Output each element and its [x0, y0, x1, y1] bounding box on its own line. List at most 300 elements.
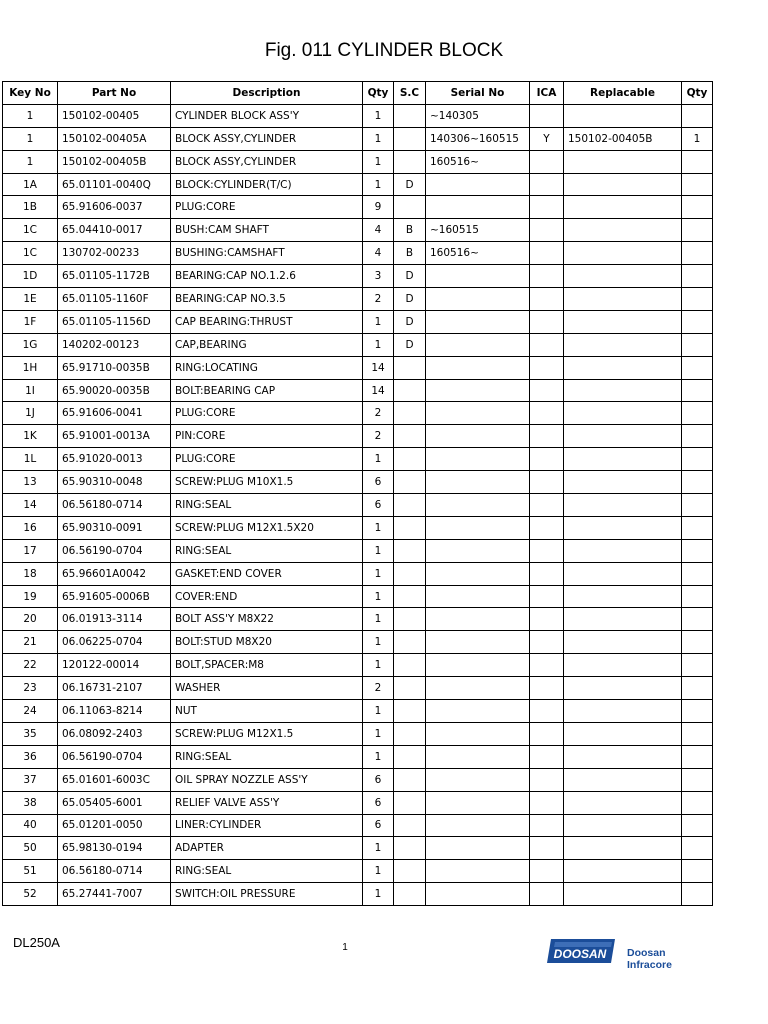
- cell-qty: 2: [363, 288, 394, 311]
- cell-qty2: [682, 265, 713, 288]
- table-row: [3, 356, 713, 379]
- cell-part-no: 65.90310-0091: [58, 516, 171, 539]
- cell-key-no: 14: [3, 494, 58, 517]
- table-row: [3, 677, 713, 700]
- cell-part-no: 140202-00123: [58, 333, 171, 356]
- cell-serial-no: [426, 402, 530, 425]
- cell-replacable: [564, 310, 682, 333]
- cell-ica: [530, 631, 564, 654]
- cell-qty: 1: [363, 745, 394, 768]
- cell-qty2: [682, 654, 713, 677]
- cell-qty: 1: [363, 310, 394, 333]
- cell-serial-no: [426, 539, 530, 562]
- cell-ica: [530, 219, 564, 242]
- cell-qty2: [682, 310, 713, 333]
- cell-part-no: 65.91710-0035B: [58, 356, 171, 379]
- cell-serial-no: [426, 677, 530, 700]
- cell-sc: [394, 562, 426, 585]
- cell-sc: [394, 837, 426, 860]
- cell-sc: [394, 494, 426, 517]
- cell-replacable: [564, 471, 682, 494]
- logo-text: DOOSAN: [553, 947, 607, 961]
- cell-replacable: [564, 425, 682, 448]
- cell-key-no: 1C: [3, 219, 58, 242]
- cell-serial-no: [426, 288, 530, 311]
- cell-qty2: [682, 242, 713, 265]
- cell-key-no: 35: [3, 722, 58, 745]
- cell-description: RING:SEAL: [171, 539, 363, 562]
- cell-key-no: 1: [3, 150, 58, 173]
- cell-ica: [530, 677, 564, 700]
- cell-replacable: [564, 791, 682, 814]
- cell-description: PLUG:CORE: [171, 448, 363, 471]
- cell-replacable: [564, 768, 682, 791]
- company-name: Doosan Infracore: [627, 947, 672, 971]
- cell-serial-no: [426, 837, 530, 860]
- model-label: DL250A: [13, 935, 60, 950]
- table-row: [3, 494, 713, 517]
- cell-part-no: 150102-00405B: [58, 150, 171, 173]
- table-row: [3, 127, 713, 150]
- cell-replacable: [564, 150, 682, 173]
- cell-ica: Y: [530, 127, 564, 150]
- cell-ica: [530, 837, 564, 860]
- cell-qty: 1: [363, 173, 394, 196]
- cell-description: BLOCK ASSY,CYLINDER: [171, 127, 363, 150]
- cell-key-no: 1: [3, 104, 58, 127]
- cell-qty: 6: [363, 814, 394, 837]
- cell-description: COVER:END: [171, 585, 363, 608]
- cell-replacable: [564, 562, 682, 585]
- cell-description: RING:SEAL: [171, 494, 363, 517]
- table-row: [3, 516, 713, 539]
- cell-key-no: 1F: [3, 310, 58, 333]
- cell-replacable: [564, 219, 682, 242]
- table-row: [3, 265, 713, 288]
- cell-description: ADAPTER: [171, 837, 363, 860]
- cell-serial-no: [426, 425, 530, 448]
- cell-replacable: [564, 288, 682, 311]
- cell-qty: 6: [363, 494, 394, 517]
- cell-description: BOLT,SPACER:M8: [171, 654, 363, 677]
- table-row: [3, 425, 713, 448]
- cell-qty2: 1: [682, 127, 713, 150]
- cell-sc: [394, 471, 426, 494]
- cell-sc: [394, 631, 426, 654]
- table-header: [3, 82, 713, 105]
- cell-key-no: 24: [3, 700, 58, 723]
- cell-description: SCREW:PLUG M10X1.5: [171, 471, 363, 494]
- cell-qty2: [682, 585, 713, 608]
- cell-qty: 1: [363, 654, 394, 677]
- cell-part-no: 130702-00233: [58, 242, 171, 265]
- cell-qty: 6: [363, 791, 394, 814]
- cell-key-no: 1D: [3, 265, 58, 288]
- cell-sc: D: [394, 265, 426, 288]
- cell-qty2: [682, 677, 713, 700]
- cell-qty: 9: [363, 196, 394, 219]
- cell-part-no: 65.01201-0050: [58, 814, 171, 837]
- cell-ica: [530, 494, 564, 517]
- cell-serial-no: 140306~160515: [426, 127, 530, 150]
- cell-ica: [530, 585, 564, 608]
- cell-sc: [394, 425, 426, 448]
- cell-qty2: [682, 814, 713, 837]
- cell-description: PIN:CORE: [171, 425, 363, 448]
- cell-ica: [530, 425, 564, 448]
- cell-serial-no: [426, 791, 530, 814]
- cell-part-no: 65.05405-6001: [58, 791, 171, 814]
- cell-ica: [530, 700, 564, 723]
- cell-qty: 1: [363, 860, 394, 883]
- cell-replacable: [564, 516, 682, 539]
- cell-ica: [530, 242, 564, 265]
- cell-key-no: 23: [3, 677, 58, 700]
- cell-key-no: 52: [3, 883, 58, 906]
- cell-replacable: [564, 860, 682, 883]
- header-qty: Qty: [363, 82, 394, 105]
- cell-qty2: [682, 425, 713, 448]
- cell-part-no: 65.27441-7007: [58, 883, 171, 906]
- cell-qty2: [682, 494, 713, 517]
- header-description: Description: [171, 82, 363, 105]
- header-replacable: Replacable: [564, 82, 682, 105]
- cell-replacable: [564, 539, 682, 562]
- table-row: [3, 860, 713, 883]
- cell-ica: [530, 860, 564, 883]
- cell-key-no: 20: [3, 608, 58, 631]
- table-row: [3, 585, 713, 608]
- cell-part-no: 65.91001-0013A: [58, 425, 171, 448]
- cell-sc: [394, 700, 426, 723]
- cell-qty2: [682, 173, 713, 196]
- cell-ica: [530, 768, 564, 791]
- cell-key-no: 1I: [3, 379, 58, 402]
- cell-qty: 3: [363, 265, 394, 288]
- cell-qty2: [682, 791, 713, 814]
- cell-sc: [394, 768, 426, 791]
- cell-serial-no: [426, 585, 530, 608]
- cell-qty2: [682, 196, 713, 219]
- cell-description: PLUG:CORE: [171, 402, 363, 425]
- cell-serial-no: [426, 333, 530, 356]
- cell-qty2: [682, 356, 713, 379]
- cell-replacable: [564, 448, 682, 471]
- cell-sc: [394, 585, 426, 608]
- cell-sc: [394, 745, 426, 768]
- cell-ica: [530, 883, 564, 906]
- cell-description: BUSHING:CAMSHAFT: [171, 242, 363, 265]
- cell-description: LINER:CYLINDER: [171, 814, 363, 837]
- cell-serial-no: [426, 494, 530, 517]
- cell-description: CAP,BEARING: [171, 333, 363, 356]
- table-row: [3, 837, 713, 860]
- table-row: [3, 173, 713, 196]
- cell-qty: 1: [363, 883, 394, 906]
- cell-ica: [530, 791, 564, 814]
- cell-sc: [394, 448, 426, 471]
- cell-description: BOLT:STUD M8X20: [171, 631, 363, 654]
- cell-serial-no: [426, 654, 530, 677]
- table-row: [3, 333, 713, 356]
- cell-qty2: [682, 402, 713, 425]
- table-row: [3, 768, 713, 791]
- cell-key-no: 37: [3, 768, 58, 791]
- cell-qty: 6: [363, 768, 394, 791]
- cell-part-no: 65.01105-1160F: [58, 288, 171, 311]
- cell-serial-no: [426, 860, 530, 883]
- cell-qty2: [682, 516, 713, 539]
- cell-qty2: [682, 379, 713, 402]
- cell-ica: [530, 516, 564, 539]
- cell-key-no: 19: [3, 585, 58, 608]
- cell-replacable: [564, 608, 682, 631]
- cell-ica: [530, 288, 564, 311]
- cell-key-no: 1G: [3, 333, 58, 356]
- cell-ica: [530, 150, 564, 173]
- cell-sc: D: [394, 333, 426, 356]
- cell-ica: [530, 265, 564, 288]
- cell-sc: D: [394, 288, 426, 311]
- cell-serial-no: [426, 310, 530, 333]
- cell-description: RING:SEAL: [171, 745, 363, 768]
- cell-ica: [530, 448, 564, 471]
- cell-part-no: 06.11063-8214: [58, 700, 171, 723]
- table-row: [3, 700, 713, 723]
- cell-description: SCREW:PLUG M12X1.5X20: [171, 516, 363, 539]
- cell-replacable: [564, 837, 682, 860]
- cell-replacable: [564, 700, 682, 723]
- cell-sc: [394, 722, 426, 745]
- cell-part-no: 65.90020-0035B: [58, 379, 171, 402]
- cell-description: BEARING:CAP NO.3.5: [171, 288, 363, 311]
- cell-part-no: 65.04410-0017: [58, 219, 171, 242]
- cell-qty2: [682, 837, 713, 860]
- cell-description: SWITCH:OIL PRESSURE: [171, 883, 363, 906]
- cell-sc: [394, 104, 426, 127]
- cell-sc: [394, 677, 426, 700]
- cell-key-no: 18: [3, 562, 58, 585]
- cell-serial-no: [426, 448, 530, 471]
- cell-key-no: 13: [3, 471, 58, 494]
- cell-description: PLUG:CORE: [171, 196, 363, 219]
- cell-serial-no: [426, 196, 530, 219]
- cell-qty2: [682, 150, 713, 173]
- cell-replacable: [564, 104, 682, 127]
- cell-sc: [394, 883, 426, 906]
- cell-key-no: 38: [3, 791, 58, 814]
- cell-part-no: 120122-00014: [58, 654, 171, 677]
- cell-serial-no: [426, 379, 530, 402]
- cell-sc: B: [394, 242, 426, 265]
- cell-ica: [530, 356, 564, 379]
- cell-serial-no: 160516~: [426, 150, 530, 173]
- cell-part-no: 06.16731-2107: [58, 677, 171, 700]
- cell-qty: 2: [363, 677, 394, 700]
- header-sc: S.C: [394, 82, 426, 105]
- cell-ica: [530, 104, 564, 127]
- cell-part-no: 65.91020-0013: [58, 448, 171, 471]
- cell-sc: [394, 196, 426, 219]
- cell-qty: 1: [363, 585, 394, 608]
- cell-ica: [530, 722, 564, 745]
- cell-qty: 1: [363, 539, 394, 562]
- cell-replacable: [564, 654, 682, 677]
- header-key-no: Key No: [3, 82, 58, 105]
- cell-serial-no: ~140305: [426, 104, 530, 127]
- cell-qty: 2: [363, 425, 394, 448]
- cell-qty: 1: [363, 333, 394, 356]
- cell-key-no: 1J: [3, 402, 58, 425]
- cell-replacable: [564, 677, 682, 700]
- cell-key-no: 1E: [3, 288, 58, 311]
- cell-serial-no: [426, 173, 530, 196]
- cell-part-no: 65.91606-0041: [58, 402, 171, 425]
- cell-qty2: [682, 883, 713, 906]
- cell-key-no: 36: [3, 745, 58, 768]
- table-row: [3, 539, 713, 562]
- cell-sc: [394, 516, 426, 539]
- cell-qty2: [682, 448, 713, 471]
- cell-qty: 1: [363, 631, 394, 654]
- cell-key-no: 51: [3, 860, 58, 883]
- cell-serial-no: [426, 700, 530, 723]
- cell-ica: [530, 814, 564, 837]
- cell-description: NUT: [171, 700, 363, 723]
- cell-qty2: [682, 700, 713, 723]
- cell-part-no: 06.56190-0704: [58, 745, 171, 768]
- cell-part-no: 65.01105-1172B: [58, 265, 171, 288]
- cell-key-no: 17: [3, 539, 58, 562]
- header-part-no: Part No: [58, 82, 171, 105]
- header-ica: ICA: [530, 82, 564, 105]
- cell-key-no: 1H: [3, 356, 58, 379]
- cell-replacable: [564, 814, 682, 837]
- cell-part-no: 65.91605-0006B: [58, 585, 171, 608]
- cell-replacable: [564, 173, 682, 196]
- cell-qty2: [682, 471, 713, 494]
- header-qty2: Qty: [682, 82, 713, 105]
- cell-description: CYLINDER BLOCK ASS'Y: [171, 104, 363, 127]
- cell-sc: D: [394, 173, 426, 196]
- cell-description: RELIEF VALVE ASS'Y: [171, 791, 363, 814]
- cell-qty2: [682, 608, 713, 631]
- cell-qty: 1: [363, 608, 394, 631]
- cell-replacable: [564, 196, 682, 219]
- table-row: [3, 745, 713, 768]
- table-row: [3, 196, 713, 219]
- table-row: [3, 654, 713, 677]
- table-row: [3, 104, 713, 127]
- cell-sc: B: [394, 219, 426, 242]
- cell-serial-no: 160516~: [426, 242, 530, 265]
- cell-ica: [530, 539, 564, 562]
- cell-sc: D: [394, 310, 426, 333]
- cell-key-no: 1L: [3, 448, 58, 471]
- cell-serial-no: ~160515: [426, 219, 530, 242]
- cell-part-no: 65.01105-1156D: [58, 310, 171, 333]
- cell-sc: [394, 814, 426, 837]
- cell-key-no: 1A: [3, 173, 58, 196]
- cell-qty2: [682, 539, 713, 562]
- cell-qty2: [682, 219, 713, 242]
- cell-replacable: [564, 356, 682, 379]
- cell-qty: 1: [363, 127, 394, 150]
- cell-key-no: 22: [3, 654, 58, 677]
- cell-part-no: 06.06225-0704: [58, 631, 171, 654]
- cell-qty2: [682, 562, 713, 585]
- cell-replacable: [564, 494, 682, 517]
- cell-part-no: 150102-00405A: [58, 127, 171, 150]
- cell-sc: [394, 791, 426, 814]
- cell-qty2: [682, 722, 713, 745]
- cell-ica: [530, 654, 564, 677]
- cell-description: CAP BEARING:THRUST: [171, 310, 363, 333]
- table-row: [3, 722, 713, 745]
- cell-replacable: [564, 242, 682, 265]
- doosan-logo: [545, 935, 705, 969]
- parts-table: [2, 81, 713, 906]
- cell-replacable: [564, 722, 682, 745]
- cell-sc: [394, 860, 426, 883]
- cell-ica: [530, 173, 564, 196]
- cell-key-no: 50: [3, 837, 58, 860]
- cell-serial-no: [426, 883, 530, 906]
- cell-qty: 1: [363, 448, 394, 471]
- cell-replacable: 150102-00405B: [564, 127, 682, 150]
- cell-ica: [530, 379, 564, 402]
- cell-serial-no: [426, 745, 530, 768]
- cell-qty: 1: [363, 700, 394, 723]
- cell-serial-no: [426, 265, 530, 288]
- cell-part-no: 65.91606-0037: [58, 196, 171, 219]
- cell-part-no: 65.90310-0048: [58, 471, 171, 494]
- cell-key-no: 1: [3, 127, 58, 150]
- table-row: [3, 242, 713, 265]
- cell-part-no: 06.01913-3114: [58, 608, 171, 631]
- cell-serial-no: [426, 722, 530, 745]
- cell-qty2: [682, 745, 713, 768]
- table-row: [3, 791, 713, 814]
- cell-sc: [394, 608, 426, 631]
- header-row: [3, 82, 713, 105]
- cell-sc: [394, 356, 426, 379]
- cell-sc: [394, 127, 426, 150]
- cell-part-no: 06.56180-0714: [58, 860, 171, 883]
- table-row: [3, 883, 713, 906]
- cell-serial-no: [426, 768, 530, 791]
- cell-ica: [530, 333, 564, 356]
- table-row: [3, 402, 713, 425]
- cell-serial-no: [426, 814, 530, 837]
- cell-description: SCREW:PLUG M12X1.5: [171, 722, 363, 745]
- cell-part-no: 06.56180-0714: [58, 494, 171, 517]
- cell-qty: 2: [363, 402, 394, 425]
- cell-replacable: [564, 333, 682, 356]
- cell-sc: [394, 539, 426, 562]
- cell-qty: 4: [363, 219, 394, 242]
- cell-qty: 14: [363, 356, 394, 379]
- table-row: [3, 471, 713, 494]
- table-row: [3, 150, 713, 173]
- cell-description: RING:LOCATING: [171, 356, 363, 379]
- table-row: [3, 814, 713, 837]
- cell-key-no: 1K: [3, 425, 58, 448]
- cell-description: WASHER: [171, 677, 363, 700]
- cell-ica: [530, 745, 564, 768]
- cell-replacable: [564, 745, 682, 768]
- cell-replacable: [564, 379, 682, 402]
